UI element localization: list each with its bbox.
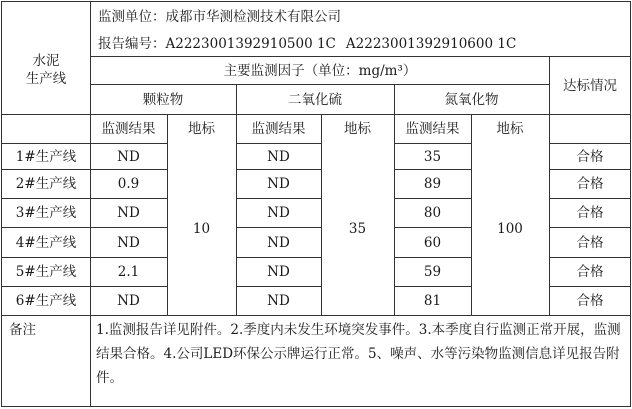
line-name: 1#生产线: [15, 148, 77, 165]
line-name: 4#生产线: [15, 234, 77, 251]
compliance-status: 合格: [576, 293, 604, 309]
report-number-2: A2223001392910600 1C: [345, 36, 517, 52]
subheader-particulate-standard: 地标: [188, 121, 215, 137]
line-name: 3#生产线: [15, 205, 77, 221]
line-name: 2#生产线: [15, 176, 77, 192]
so2-result: ND: [267, 176, 290, 192]
monitoring-unit: 监测单位：成都市华测检测技术有限公司: [98, 9, 341, 25]
so2-result: ND: [267, 205, 290, 221]
particulate-result: 2.1: [117, 264, 140, 280]
factors-title: 主要监测因子（单位：mg/m³）: [223, 62, 417, 79]
subheader-nox-standard: 地标: [496, 121, 524, 137]
so2-result: ND: [267, 293, 290, 309]
so2-result: ND: [267, 234, 290, 251]
report-number-1: A2223001392910500 1C: [165, 36, 336, 52]
group-nox: 氮氧化物: [444, 91, 499, 108]
row-header-line1: 水泥: [32, 53, 60, 69]
subheader-nox-result: 监测结果: [405, 121, 460, 137]
row-header-line2: 生产线: [25, 71, 67, 87]
particulate-result: 0.9: [117, 176, 140, 192]
so2-result: ND: [267, 148, 290, 165]
particulate-result: ND: [117, 234, 140, 251]
subheader-particulate-result: 监测结果: [101, 121, 156, 137]
compliance-status: 合格: [576, 264, 604, 280]
line-name: 6#生产线: [15, 293, 77, 309]
group-so2: 二氧化硫: [288, 91, 342, 108]
nox-result: 81: [423, 293, 442, 309]
nox-result: 89: [423, 176, 442, 192]
subheader-so2-standard: 地标: [344, 121, 371, 137]
standard-particulate: 10: [192, 221, 211, 237]
particulate-result: ND: [117, 205, 140, 221]
compliance-status: 合格: [576, 205, 604, 221]
nox-result: 59: [423, 264, 442, 280]
particulate-result: ND: [117, 148, 140, 165]
particulate-result: ND: [117, 293, 140, 309]
subheader-so2-result: 监测结果: [251, 121, 306, 137]
report-number-line: [90, 33, 630, 55]
line-name: 5#生产线: [15, 264, 77, 280]
report-number-label: 报告编号：: [98, 36, 166, 52]
so2-result: ND: [267, 264, 290, 280]
standard-so2: 35: [348, 221, 367, 237]
remarks-text: 1.监测报告详见附件。2.季度内未发生环境突发事件。3.本季度自行监测正常开展，监测结果合格。4.公司LED环保公示牌运行正常。5、噪声、水等污染物监测信息详见报告附件。: [96, 322, 621, 386]
nox-result: 80: [423, 205, 442, 221]
compliance-status: 合格: [576, 148, 604, 165]
standard-nox: 100: [497, 221, 523, 237]
row-header: [1, 40, 91, 100]
nox-result: 60: [423, 234, 442, 251]
nox-result: 35: [423, 148, 442, 165]
compliance-status: 合格: [576, 176, 604, 192]
compliance-header: 达标情况: [563, 77, 617, 94]
compliance-status: 合格: [576, 234, 604, 251]
remarks-label: 备注: [9, 322, 36, 338]
group-particulate: 颗粒物: [142, 91, 184, 108]
